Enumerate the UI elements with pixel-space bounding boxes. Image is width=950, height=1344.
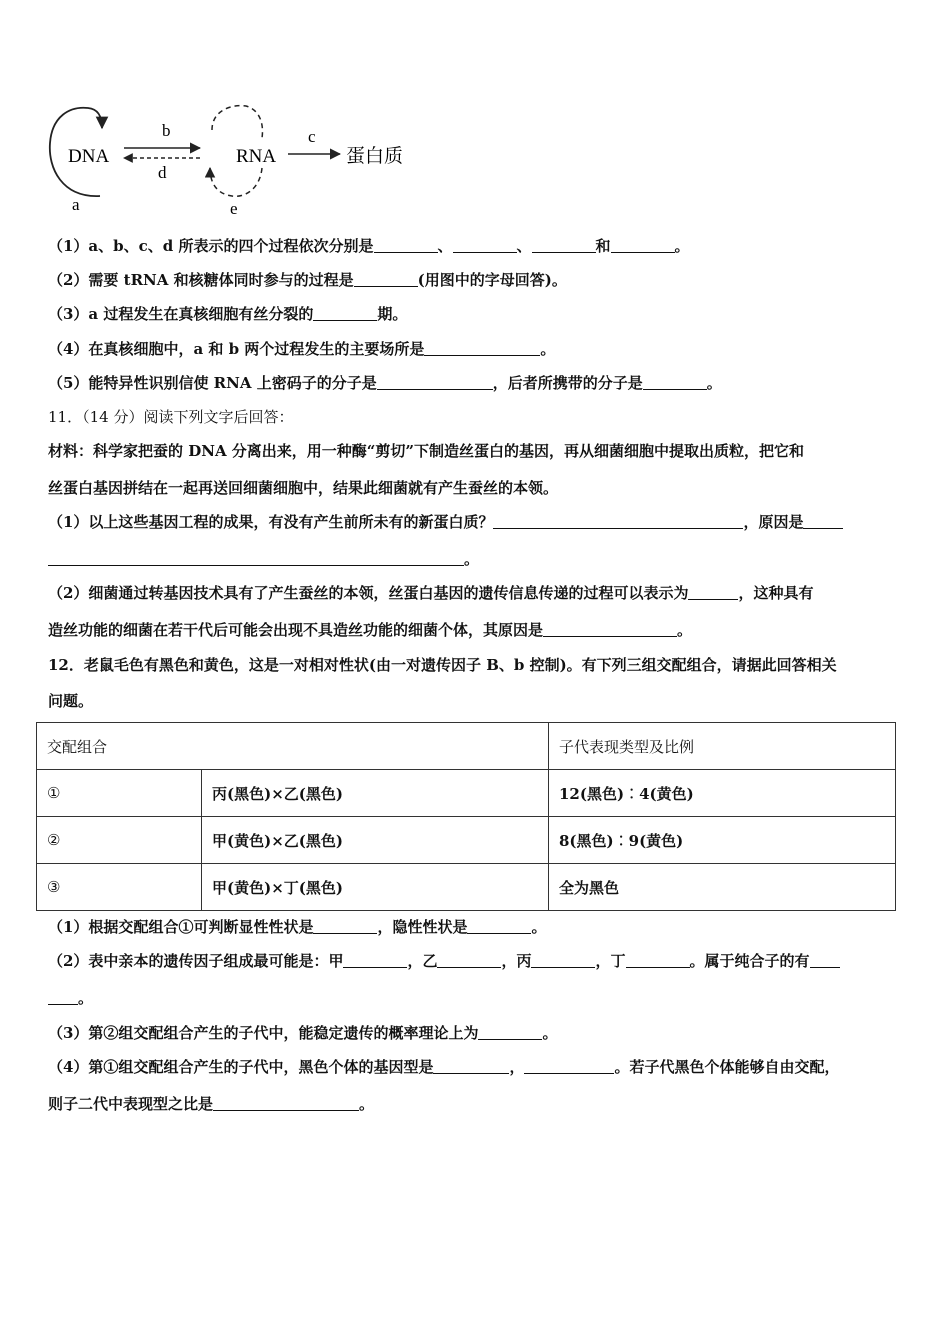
q12-part2-cont: 。: [48, 988, 93, 1008]
row-number: ②: [37, 817, 202, 864]
q12-part4-cont: 则子二代中表现型之比是 。: [48, 1095, 375, 1113]
q11-title: 11．（14 分）阅读下列文字后回答：: [48, 408, 294, 426]
q11-material-line2: 丝蛋白基因拼结在一起再送回细菌细胞中，结果此细菌就有产生蚕丝的本领。: [48, 479, 559, 497]
row-offspring: 12(黑色)︰4(黄色): [549, 770, 896, 817]
central-dogma-diagram: [40, 98, 440, 218]
row-cross: 甲(黄色)×乙(黑色): [202, 817, 549, 864]
dna-label: DNA: [68, 146, 110, 167]
q12-intro-line1: 12．老鼠毛色有黑色和黄色，这是一对相对性状(由一对遗传因子 B、b 控制)。有下列三组交配组合，请据此回答相关: [48, 656, 837, 674]
q10-part2: （2）需要 tRNA 和核糖体同时参与的过程是 (用图中的字母回答)。: [48, 271, 567, 289]
row-cross: 丙(黑色)×乙(黑色): [202, 770, 549, 817]
label-e: e: [230, 199, 238, 218]
q12-part1: （1）根据交配组合①可判断显性性状是 ，隐性性状是 。: [48, 918, 547, 936]
table-row: [37, 864, 896, 911]
cross-results-table: [36, 722, 896, 911]
q11-part2: （2）细菌通过转基因技术具有了产生蚕丝的本领，丝蛋白基因的遗传信息传递的过程可以表示为 ，这种具有: [48, 584, 814, 602]
q12-part4: （4）第①组交配组合产生的子代中，黑色个体的基因型是 ， 。若子代黑色个体能够自由交配，: [48, 1058, 840, 1076]
q12-intro-line2: 问题。: [48, 692, 94, 710]
q11-material-line1: 材料：科学家把蚕的 DNA 分离出来，用一种酶“剪切”下制造丝蛋白的基因，再从细菌细胞中提取出质粒，把它和: [48, 442, 805, 460]
row-cross: 甲(黄色)×丁(黑色): [202, 864, 549, 911]
table-header-row: [37, 723, 896, 770]
label-d: d: [158, 163, 167, 182]
row-number: ①: [37, 770, 202, 817]
q12-part3: （3）第②组交配组合产生的子代中，能稳定遗传的概率理论上为 。: [48, 1024, 558, 1042]
label-a: a: [72, 195, 80, 214]
row-number: ③: [37, 864, 202, 911]
protein-label: 蛋白质: [346, 145, 404, 167]
label-c: c: [308, 127, 316, 146]
row-offspring: 8(黑色)︰9(黄色): [549, 817, 896, 864]
header-offspring: 子代表现类型及比例: [549, 723, 896, 770]
table-row: [37, 770, 896, 817]
q10-part3: （3）a 过程发生在真核细胞有丝分裂的 期。: [48, 305, 408, 323]
q11-part2-cont: 造丝功能的细菌在若干代后可能会出现不具造丝功能的细菌个体，其原因是 。: [48, 621, 693, 639]
q10-part1: （1）a、b、c、d 所表示的四个过程依次分别是 、 、 和 。: [48, 237, 690, 255]
row-offspring: 全为黑色: [549, 864, 896, 911]
table-row: [37, 817, 896, 864]
label-b: b: [162, 121, 171, 140]
rna-label: RNA: [236, 146, 277, 167]
q10-part4: （4）在真核细胞中，a 和 b 两个过程发生的主要场所是 。: [48, 340, 556, 358]
q11-part1: （1）以上这些基因工程的成果，有没有产生前所未有的新蛋白质？ ，原因是: [48, 512, 843, 532]
header-cross: 交配组合: [37, 723, 549, 770]
q10-part5: （5）能特异性识别信使 RNA 上密码子的分子是 ，后者所携带的分子是 。: [48, 374, 722, 392]
q12-part2: （2）表中亲本的遗传因子组成最可能是：甲 ，乙 ，丙 ，丁 。属于纯合子的有: [48, 951, 840, 971]
q11-part1-cont: 。: [48, 549, 479, 569]
